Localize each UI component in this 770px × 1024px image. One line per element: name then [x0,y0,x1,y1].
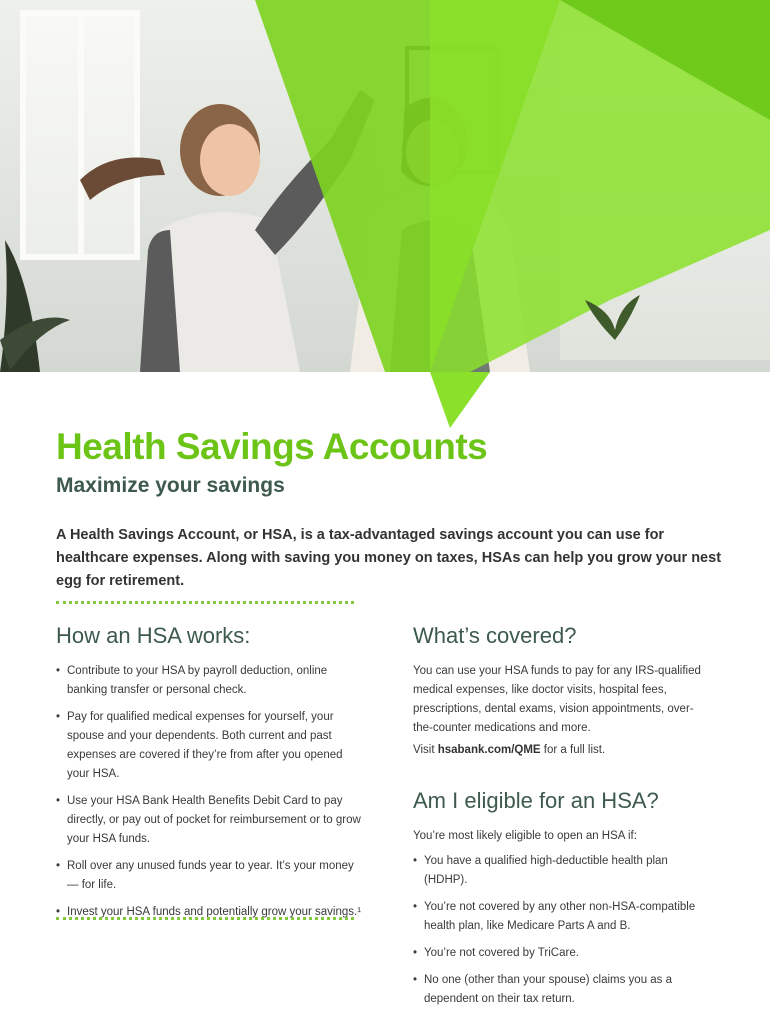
list-item: • Pay for qualified medical expenses for yourself, your spouse and your dependents. Both current and past expenses are covered if they’re from after you opened your HSA. [56,708,366,784]
plant-decoration [585,290,645,340]
brand-graphic [380,372,490,432]
how-it-works-list [56,662,366,930]
list-item: • You have a qualified high-deductible health plan (HDHP). [413,852,713,890]
eligibility-heading: Am I eligible for an HSA? [413,788,659,813]
whats-covered-heading: What’s covered? [413,623,577,648]
intro-paragraph: A Health Savings Account, or HSA, is a tax-advantaged savings account you can use for healthcare expenses. Along with saving you money on taxes, HSAs can help you grow your nest egg for retirement. [56,527,722,589]
plant-decoration [0,220,80,372]
hero-photo [0,0,770,372]
visit-line [413,741,713,760]
visit-suffix: for a full list. [540,744,606,756]
dotted-divider [56,601,354,604]
eligibility-intro: You’re most likely eligible to open an HSA if: [413,830,637,842]
dotted-divider [56,917,354,920]
page-subtitle: Maximize your savings [56,474,285,497]
visit-prefix: Visit [413,744,438,756]
qme-link[interactable]: hsabank.com/QME [437,744,541,756]
list-item: • No one (other than your spouse) claims you as a dependent on their tax return. [413,971,713,1009]
list-item: • Invest your HSA funds and potentially grow your savings.¹ [56,903,366,922]
brand-graphic [0,0,770,372]
list-item: • You’re not covered by any other non-HSA-compatible health plan, like Medicare Parts A and B. [413,898,713,936]
page-title: Health Savings Accounts [56,426,488,467]
how-it-works-heading: How an HSA works: [56,623,251,648]
list-item: • Roll over any unused funds year to year. It’s your money — for life. [56,857,366,895]
eligibility-list [413,852,713,1017]
list-item: • You’re not covered by TriCare. [413,944,713,963]
list-item: • Use your HSA Bank Health Benefits Debit Card to pay directly, or pay out of pocket for reimbursement or to grow your HSA funds. [56,792,366,849]
whats-covered-text: You can use your HSA funds to pay for any IRS-qualified medical expenses, like doctor visits, hospital fees, prescriptions, dental exams, vision appointments, over-the-counter medications and more. [413,665,701,734]
list-item: • Contribute to your HSA by payroll deduction, online banking transfer or personal check. [56,662,366,700]
